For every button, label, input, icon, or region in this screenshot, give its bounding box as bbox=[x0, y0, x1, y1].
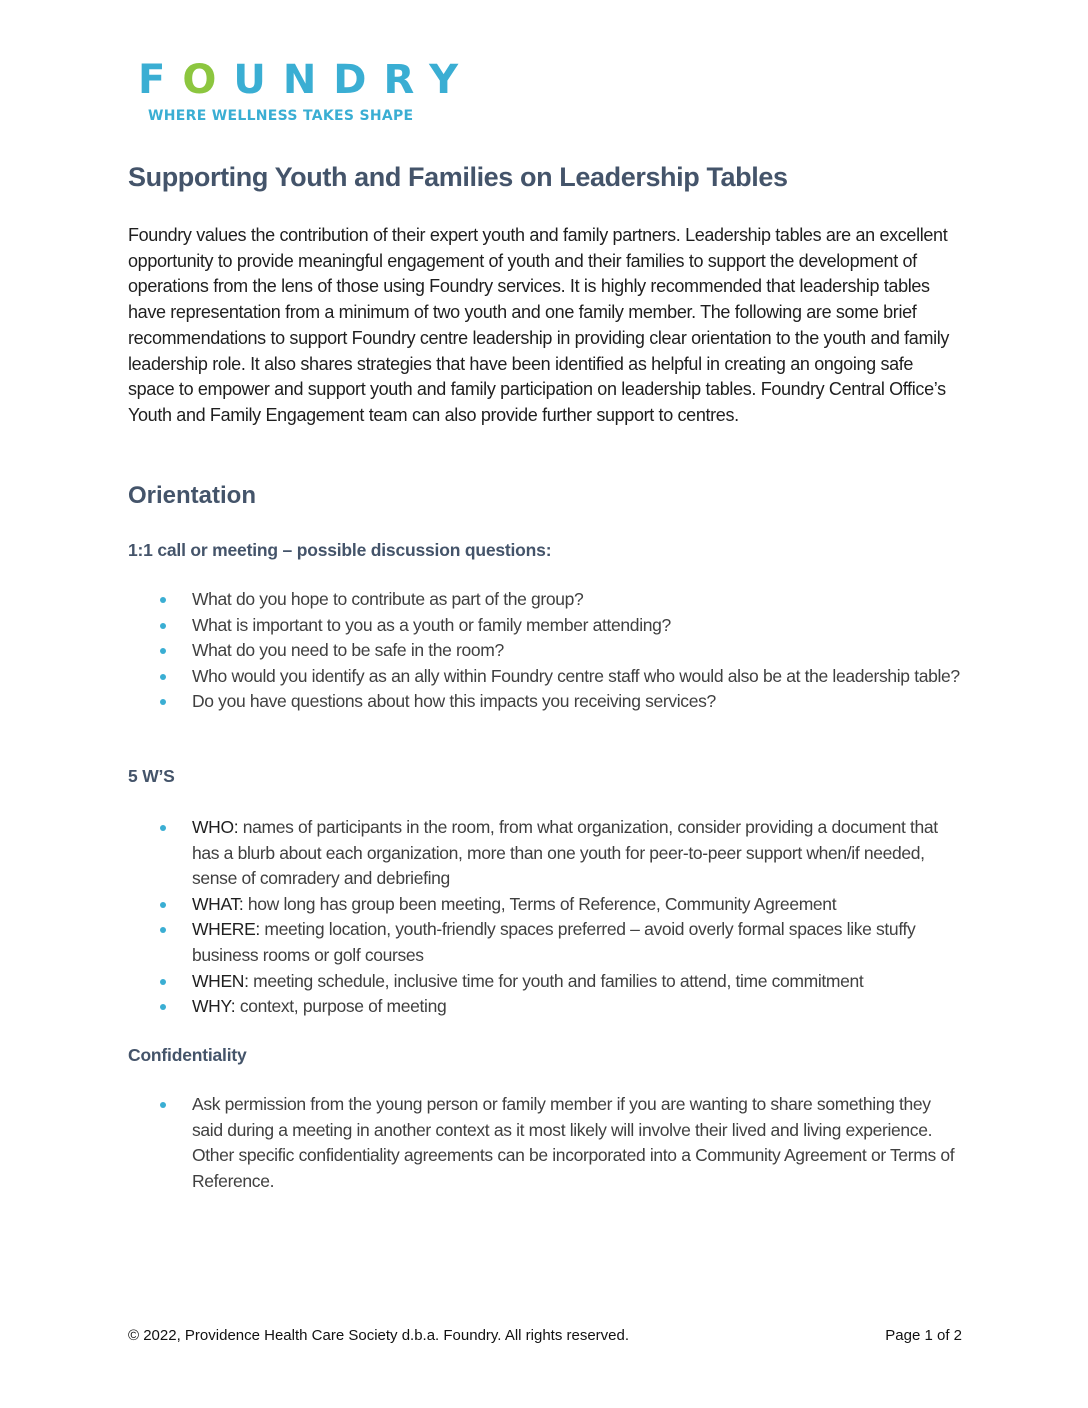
bullet-icon bbox=[160, 674, 166, 680]
logo-letter-f: F bbox=[138, 57, 183, 103]
list-item: Who would you identify as an ally within Foundry centre staff who would also be at the leadership table? bbox=[160, 664, 960, 690]
bullet-icon bbox=[160, 699, 166, 705]
bullet-icon bbox=[160, 1004, 166, 1010]
logo-wordmark bbox=[126, 57, 476, 103]
logo-letter-o: O bbox=[182, 57, 234, 103]
footer-page-number: Page 1 of 2 bbox=[885, 1327, 962, 1344]
bullet-icon bbox=[160, 927, 166, 933]
discussion-questions-list bbox=[160, 587, 960, 715]
term-who: WHO: bbox=[192, 817, 239, 837]
term-why: WHY: bbox=[192, 996, 236, 1017]
list-item: WHY: context, purpose of meeting bbox=[160, 994, 960, 1020]
foundry-logo bbox=[126, 57, 476, 124]
logo-tagline: WHERE WELLNESS TAKES SHAPE bbox=[148, 108, 414, 124]
list-item: WHERE: meeting location, youth-friendly spaces preferred – avoid overly formal spaces like stuffy business rooms or golf courses bbox=[160, 917, 960, 968]
list-item: What is important to you as a youth or family member attending? bbox=[160, 613, 960, 639]
intro-paragraph: Foundry values the contribution of their expert youth and family partners. Leadership tables are an excellent opportunity to provide meaningful engagement of youth and their families to support the development of operations from the lens of those using Foundry services. It is highly recommended that leadership tables have representation from a minimum of two youth and one family member. The following are some brief recommendations to support Foundry centre leadership in providing clear orientation to the youth and family leadership role. It also shares strategies that have been identified as helpful in creating an ongoing safe space to empower and support youth and family participation on leadership tables. Foundry Central Office’s Youth and Family Engagement team can also provide further support to centres. bbox=[128, 225, 950, 425]
logo-letters-undry: UNDRY bbox=[233, 57, 476, 103]
bullet-icon bbox=[160, 648, 166, 654]
bullet-icon bbox=[160, 902, 166, 908]
footer-copyright: © 2022, Providence Health Care Society d.b.a. Foundry. All rights reserved. bbox=[128, 1327, 630, 1344]
subheading-confidentiality: Confidentiality bbox=[128, 1045, 247, 1065]
list-item: WHO: names of participants in the room, from what organization, consider providing a document that has a blurb about each organization, more than one youth for peer-to-peer support when/if needed, sense of comradery and debriefing bbox=[160, 815, 960, 892]
five-ws-list bbox=[160, 815, 960, 1020]
bullet-icon bbox=[160, 597, 166, 603]
list-item: What do you hope to contribute as part of the group? bbox=[160, 587, 960, 613]
term-when: WHEN: bbox=[192, 970, 249, 991]
bullet-icon bbox=[160, 979, 166, 985]
term-what: WHAT: bbox=[192, 893, 244, 914]
bullet-icon bbox=[160, 825, 166, 831]
bullet-icon bbox=[160, 623, 166, 629]
confidentiality-list bbox=[160, 1092, 960, 1194]
section-heading-orientation: Orientation bbox=[128, 482, 257, 509]
list-item: WHAT: how long has group been meeting, Terms of Reference, Community Agreement bbox=[160, 892, 960, 918]
subheading-five-ws: 5 W’S bbox=[128, 766, 175, 786]
subheading-discussion-questions: 1:1 call or meeting – possible discussion questions: bbox=[128, 540, 552, 560]
list-item: Ask permission from the young person or family member if you are wanting to share something they said during a meeting in another context as it most likely will involve their lived and living experience. Other specific confidentiality agreements can be incorporated into a Community Agreement or Terms of Reference. bbox=[160, 1092, 960, 1194]
page-title: Supporting Youth and Families on Leadership Tables bbox=[128, 162, 788, 192]
list-item: WHEN: meeting schedule, inclusive time for youth and families to attend, time commitment bbox=[160, 969, 960, 995]
term-where: WHERE: bbox=[192, 919, 260, 940]
list-item: What do you need to be safe in the room? bbox=[160, 638, 960, 664]
bullet-icon bbox=[160, 1102, 166, 1108]
list-item: Do you have questions about how this impacts you receiving services? bbox=[160, 689, 960, 715]
